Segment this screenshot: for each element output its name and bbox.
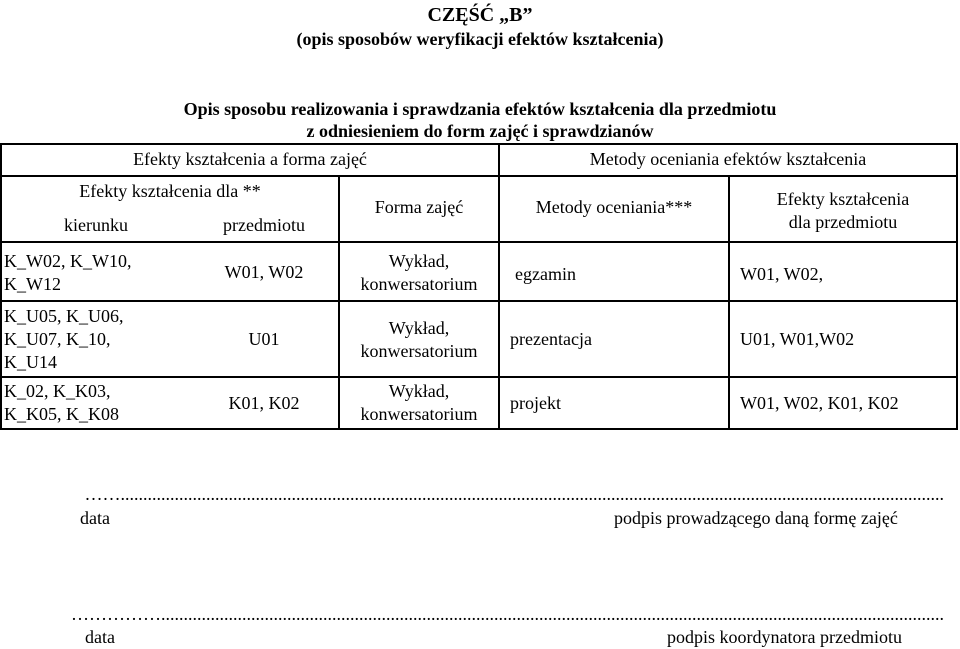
- col-header-efekty-line1: Efekty kształcenia: [776, 189, 910, 209]
- signature-date-label: data: [85, 627, 115, 647]
- table-border-bottom: [0, 428, 958, 430]
- cell-przedmiotu: U01: [248, 329, 280, 349]
- cell-kierunku-line: K_U14: [4, 352, 57, 372]
- table-line-row1: [0, 300, 958, 302]
- col-header-przedmiotu: przedmiotu: [223, 215, 305, 235]
- signature-role-label: podpis prowadzącego daną formę zajęć: [614, 508, 898, 528]
- signature-dotted-line: ……………..............................................................................................................................................................................: [71, 604, 944, 624]
- cell-kierunku-line: K_U07, K_10,: [4, 329, 111, 349]
- cell-efekty: W01, W02,: [740, 264, 824, 284]
- cell-przedmiotu: K01, K02: [228, 393, 300, 413]
- part-subtitle: (opis sposobów weryfikacji efektów kształcenia): [296, 29, 664, 49]
- section-title-line2: z odniesieniem do form zajęć i sprawdzianów: [306, 121, 654, 141]
- cell-przedmiotu: W01, W02: [224, 262, 304, 282]
- cell-forma-line: konwersatorium: [360, 274, 478, 294]
- cell-efekty: W01, W02, K01, K02: [740, 393, 899, 413]
- cell-kierunku-line: K_K05, K_K08: [4, 404, 119, 424]
- cell-forma-line: Wykład,: [388, 251, 450, 271]
- cell-forma-line: konwersatorium: [360, 341, 478, 361]
- cell-metody: egzamin: [515, 264, 576, 284]
- cell-forma-line: Wykład,: [388, 318, 450, 338]
- group-header-left: Efekty kształcenia a forma zajęć: [133, 149, 367, 169]
- cell-efekty: U01, W01,W02: [740, 329, 855, 349]
- group-header-right: Metody oceniania efektów kształcenia: [589, 149, 867, 169]
- table-border-top: [0, 143, 958, 145]
- col-header-forma: Forma zajęć: [374, 197, 464, 217]
- effects-for-header: Efekty kształcenia dla **: [79, 181, 261, 201]
- table-line-row2: [0, 376, 958, 378]
- cell-kierunku-line: K_U05, K_U06,: [4, 306, 124, 326]
- cell-forma-line: Wykład,: [388, 381, 450, 401]
- cell-metody: prezentacja: [510, 329, 592, 349]
- table-border-right: [956, 143, 958, 430]
- signature-role-label: podpis koordynatora przedmiotu: [667, 627, 902, 647]
- section-title-line1: Opis sposobu realizowania i sprawdzania efektów kształcenia dla przedmiotu: [183, 99, 777, 119]
- cell-kierunku-line: K_W12: [4, 274, 61, 294]
- table-line-header: [0, 241, 958, 243]
- cell-forma-line: konwersatorium: [360, 404, 478, 424]
- part-title: CZĘŚĆ „B”: [427, 4, 533, 26]
- cell-kierunku-line: K_W02, K_W10,: [4, 251, 132, 271]
- table-divider-groups: [498, 143, 500, 430]
- cell-kierunku-line: K_02, K_K03,: [4, 381, 111, 401]
- signature-dotted-line: …….......................................................................................................................................................................................: [84, 484, 944, 504]
- col-header-efekty-line2: dla przedmiotu: [788, 212, 898, 232]
- signature-date-label: data: [80, 508, 110, 528]
- col-header-kierunku: kierunku: [64, 215, 128, 235]
- col-header-metody: Metody oceniania***: [535, 197, 693, 217]
- table-line-group: [0, 175, 958, 177]
- cell-metody: projekt: [510, 393, 561, 413]
